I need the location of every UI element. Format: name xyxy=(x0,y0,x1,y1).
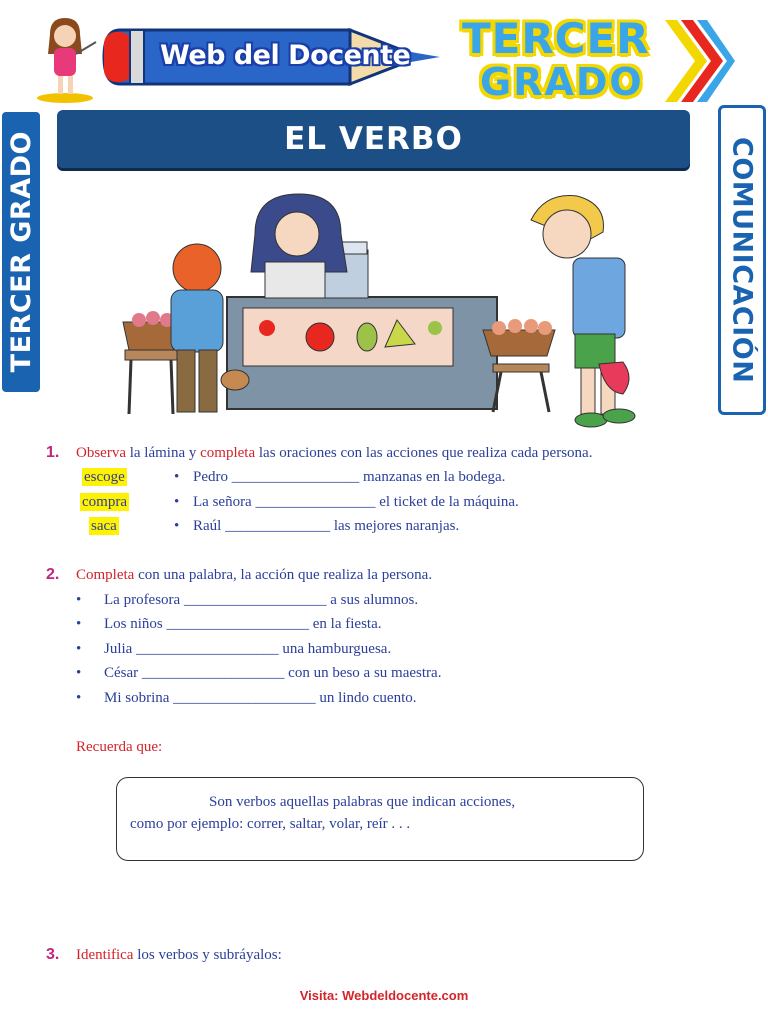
bullet-icon: • xyxy=(174,469,180,485)
teacher-mascot-icon xyxy=(30,14,100,104)
section-2-word-completa: Completa xyxy=(76,567,135,583)
bullet-icon: • xyxy=(174,518,180,534)
exercise-sentence xyxy=(193,494,519,511)
word-bank-item xyxy=(80,494,129,511)
word-bank-verb: compra xyxy=(82,494,127,510)
answer-blank: ___________________ xyxy=(166,616,310,632)
title-banner xyxy=(57,110,690,168)
bullet-icon: • xyxy=(76,616,82,632)
answer-blank: ___________________ xyxy=(141,665,285,681)
side-label-grade xyxy=(2,112,40,392)
exercise-sentence xyxy=(193,469,505,486)
side-label-subject xyxy=(718,105,766,415)
brand-name: Web del Docente xyxy=(160,40,411,71)
sentence-start: César xyxy=(104,665,139,681)
word-bank-verb: escoge xyxy=(84,469,125,485)
answer-blank: ________________ xyxy=(255,494,376,510)
sentence-start: Raúl xyxy=(193,518,222,534)
section-1-heading xyxy=(46,444,59,462)
sentence-start: Julia xyxy=(104,641,133,657)
answer-blank: ___________________ xyxy=(183,592,327,608)
sentence-end: una hamburguesa. xyxy=(282,641,392,657)
chevron-arrows-icon xyxy=(655,18,735,104)
sentence-end: en la fiesta. xyxy=(312,616,382,632)
word-bank-item xyxy=(89,518,119,535)
section-2-number: 2. xyxy=(46,566,60,583)
exercise-sentence xyxy=(193,518,459,535)
section-3-number: 3. xyxy=(46,946,60,963)
word-bank-verb: saca xyxy=(91,518,117,534)
word-bank-item xyxy=(82,469,127,486)
market-scene-illustration xyxy=(115,182,645,434)
reminder-line-1: Son verbos aquellas palabras que indican acciones, xyxy=(209,794,516,810)
sentence-start: Los niños xyxy=(104,616,163,632)
section-3-text: los verbos y subráyalos: xyxy=(133,947,282,963)
exercise-sentence xyxy=(104,616,381,633)
section-1-text-a: la lámina y xyxy=(125,445,201,461)
sentence-end: el ticket de la máquina. xyxy=(379,494,519,510)
section-1-instruction xyxy=(76,445,592,462)
sentence-start: Mi sobrina xyxy=(104,690,170,706)
sentence-end: con un beso a su maestra. xyxy=(288,665,442,681)
side-label-subject-text: COMUNICACIÓN xyxy=(726,136,758,384)
section-3-heading xyxy=(46,946,59,964)
answer-blank: ___________________ xyxy=(173,690,316,706)
section-2-heading xyxy=(46,566,59,584)
sentence-end: manzanas en la bodega. xyxy=(363,469,506,485)
section-1-word-completa: completa xyxy=(200,445,256,461)
sentence-start: La señora xyxy=(193,494,252,510)
section-2-instruction xyxy=(76,567,432,584)
bullet-icon: • xyxy=(76,641,82,657)
grade-title-bottom: GRADO xyxy=(480,60,644,104)
grade-title-top: TERCER xyxy=(462,14,650,63)
sentence-end: las mejores naranjas. xyxy=(333,518,460,534)
bullet-icon: • xyxy=(76,592,82,608)
page-title: EL VERBO xyxy=(284,121,463,157)
exercise-sentence xyxy=(104,592,418,609)
answer-blank: _________________ xyxy=(231,469,360,485)
answer-blank: ___________________ xyxy=(136,641,279,657)
footer-link[interactable]: Visita: Webdeldocente.com xyxy=(299,988,469,1003)
reminder-label: Recuerda que: xyxy=(76,739,163,755)
exercise-sentence xyxy=(104,665,441,682)
sentence-start: La profesora xyxy=(104,592,181,608)
bullet-icon: • xyxy=(174,494,180,510)
section-2-text: con una palabra, la acción que realiza la persona. xyxy=(134,567,433,583)
section-1-text-b: las oraciones con las acciones que realiza cada persona. xyxy=(255,445,593,461)
bullet-icon: • xyxy=(76,690,82,706)
sentence-end: un lindo cuento. xyxy=(319,690,417,706)
section-1-number: 1. xyxy=(46,444,60,461)
reminder-line-2: como por ejemplo: correr, saltar, volar, reír . . . xyxy=(130,816,411,832)
exercise-sentence xyxy=(104,641,391,658)
section-3-word-identifica: Identifica xyxy=(76,947,134,963)
sentence-end: a sus alumnos. xyxy=(330,592,419,608)
sentence-start: Pedro xyxy=(193,469,228,485)
answer-blank: ______________ xyxy=(225,518,331,534)
section-3-instruction xyxy=(76,947,282,964)
exercise-sentence xyxy=(104,690,417,707)
section-1-word-observa: Observa xyxy=(76,445,126,461)
bullet-icon: • xyxy=(76,665,82,681)
side-label-grade-text: TERCER GRADO xyxy=(5,131,37,373)
